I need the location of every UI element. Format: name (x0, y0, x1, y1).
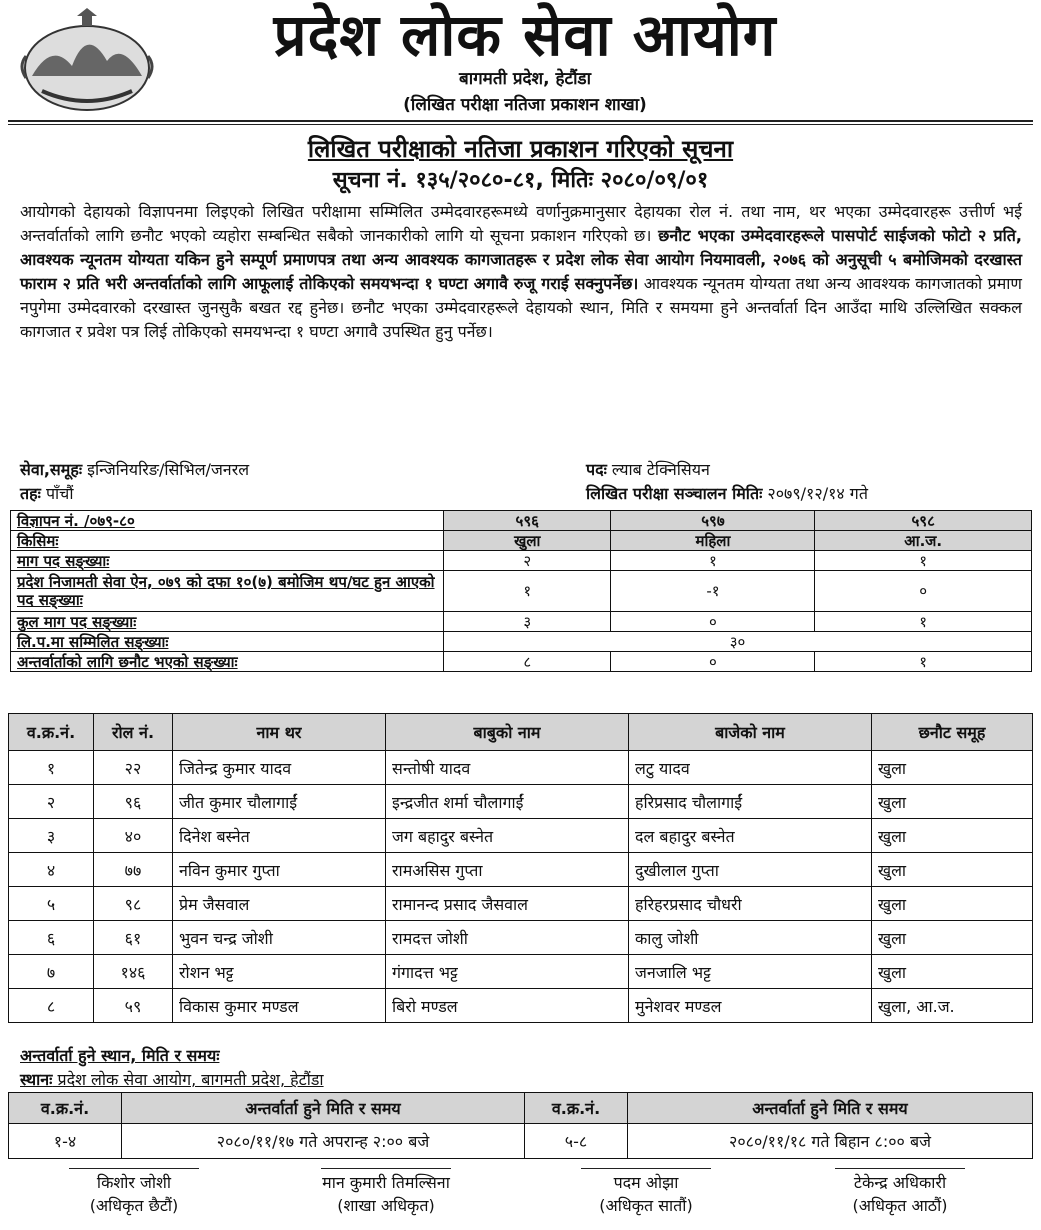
schedule-cell: ५-८ (525, 1124, 628, 1159)
summary-cell: खुला (444, 531, 611, 551)
signatory-title: (अधिकृत सातौं) (599, 1196, 693, 1215)
candidate-cell: ९८ (94, 887, 173, 921)
candidate-row (9, 921, 1033, 955)
signature-block (800, 1168, 1000, 1217)
header-divider-thin (8, 124, 1033, 125)
candidate-cell: दिनेश बस्नेत (173, 819, 386, 853)
service-value: इन्जिनियरिङ/सिभिल/जनरल (82, 460, 250, 479)
commission-emblem-logo (12, 6, 162, 116)
notice-body (20, 200, 1022, 344)
candidate-cell: ४० (94, 819, 173, 853)
candidate-cell: ६१ (94, 921, 173, 955)
candidate-cell: कालु जोशी (629, 921, 872, 955)
interview-schedule-table (8, 1092, 1033, 1159)
candidate-cell: खुला (872, 819, 1033, 853)
summary-cell: १ (815, 652, 1032, 672)
candidates-header-row (9, 714, 1033, 751)
summary-row (11, 531, 1032, 551)
candidate-cell: दुखीलाल गुप्ता (629, 853, 872, 887)
summary-row (11, 511, 1032, 531)
column-header: बाबुको नाम (386, 714, 629, 751)
candidate-row (9, 989, 1033, 1023)
column-header: रोल नं. (94, 714, 173, 751)
post-label: पदः (586, 460, 607, 479)
summary-cell: १ (815, 551, 1032, 571)
candidate-cell: ८ (9, 989, 94, 1023)
level-value: पाँचौं (40, 484, 74, 503)
notice-body-end: आवश्यक न्यूनतम योग्यता तथा अन्य आवश्यक कागजातको प्रमाण नपुगेमा उम्मेदवारको दरखास्त जुनसुकै बखत रद्द हुनेछ। छनौट भएका उम्मेदवारहरूले देहायको स्थान, मिति र समयमा हुने अन्तर्वार्ता दिन आउँदा माथि उल्लिखित सक्कल कागजात र प्रवेश पत्र लिई तोकिएको समयभन्दा १ घण्टा अगावै उपस्थित हुनु पर्नेछ। (20, 274, 1022, 341)
summary-cell: १ (444, 571, 611, 612)
candidate-cell: खुला (872, 853, 1033, 887)
column-header: नाम थर (173, 714, 386, 751)
summary-row (11, 652, 1032, 672)
candidate-cell: ९६ (94, 785, 173, 819)
candidates-body (9, 751, 1033, 1023)
candidate-cell: गंगादत्त भट्ट (386, 955, 629, 989)
summary-row (11, 612, 1032, 632)
candidate-row (9, 955, 1033, 989)
signature-block (546, 1168, 746, 1217)
candidate-cell: रामदत्त जोशी (386, 921, 629, 955)
candidate-row (9, 887, 1033, 921)
summary-label: अन्तर्वार्ताको लागि छनौट भएको सङ्ख्याः (11, 652, 444, 672)
province-subtitle: बागमती प्रदेश, हेटौंडा (459, 69, 591, 89)
candidate-cell: रामानन्द प्रसाद जैसवाल (386, 887, 629, 921)
vacancy-summary-table (10, 510, 1032, 672)
summary-cell: ८ (444, 652, 611, 672)
candidate-cell: दल बहादुर बस्नेत (629, 819, 872, 853)
service-label: सेवा,समूहः (20, 460, 83, 479)
summary-label-text: प्रदेश निजामती सेवा ऐन, ०७९ को दफा १०(७) बमोजिम थप/घट हुन आएको पद सङ्ख्याः (17, 573, 435, 609)
candidate-cell: लटु यादव (629, 751, 872, 785)
summary-cell: ५९८ (815, 511, 1032, 531)
signature-block (286, 1168, 486, 1217)
exam-date-value: २०७९/१२/१४ गते (762, 484, 868, 503)
signatory-name: पदम ओझा (613, 1173, 679, 1192)
signatory-title: (अधिकृत छैटौं) (89, 1196, 179, 1215)
signatory-name: मान कुमारी तिमल्सिना (322, 1173, 450, 1192)
candidate-row (9, 819, 1033, 853)
signatory-title: (शाखा अधिकृत) (337, 1196, 435, 1215)
notice-title: लिखित परीक्षाको नतिजा प्रकाशन गरिएको सूचना (307, 135, 734, 163)
summary-cell: ३ (444, 612, 611, 632)
summary-cell: -१ (611, 571, 815, 612)
summary-row (11, 551, 1032, 571)
level (20, 482, 73, 504)
schedule-cell: १-४ (9, 1124, 122, 1159)
summary-label: माग पद सङ्ख्याः (11, 551, 444, 571)
candidate-cell: विकास कुमार मण्डल (173, 989, 386, 1023)
summary-merged-cell: ३० (444, 632, 1032, 652)
signature-block (34, 1168, 234, 1217)
header-divider (8, 120, 1033, 122)
exam-date (586, 482, 868, 504)
candidate-cell: १४६ (94, 955, 173, 989)
candidate-cell: खुला (872, 921, 1033, 955)
level-label: तहः (20, 484, 41, 503)
summary-label: लि.प.मा सम्मिलित सङ्ख्याः (11, 632, 444, 652)
schedule-row (9, 1124, 1033, 1159)
post-value: ल्याब टेक्निसियन (606, 460, 710, 479)
schedule-header-row (9, 1093, 1033, 1124)
summary-cell: ० (611, 652, 815, 672)
candidate-cell: रामअसिस गुप्ता (386, 853, 629, 887)
summary-label: किसिमः (11, 531, 444, 551)
candidate-cell: जीत कुमार चौलागाईं (173, 785, 386, 819)
signature-line (581, 1168, 711, 1169)
signatory-name: टेकेन्द्र अधिकारी (853, 1173, 947, 1192)
signature-line (835, 1168, 965, 1169)
candidate-cell: ६ (9, 921, 94, 955)
schedule-cell: २०८०/११/१७ गते अपरान्ह २:०० बजे (122, 1124, 525, 1159)
summary-row (11, 632, 1032, 652)
column-header: छनौट समूह (872, 714, 1033, 751)
commission-title: प्रदेश लोक सेवा आयोग (273, 1, 777, 69)
venue-heading: अन्तर्वार्ता हुने स्थान, मिति र समयः (20, 1046, 220, 1065)
notice-body-bold: छनौट भएका उम्मेदवारहरूले पासपोर्ट साईजको फोटो २ प्रति, आवश्यक न्यूनतम योग्यता यकिन हुने सम्पूर्ण प्रमाणपत्र तथा अन्य आवश्यक कागजातहरू र प्रदेश लोक सेवा आयोग नियमावली, २०७६ को अनुसूची ५ बमोजिमको दरखास्त फाराम २ प्रति भरी अन्तर्वार्ताको लागि आफूलाई तोकिएको समयभन्दा १ घण्टा अगावै रुजू गराई सक्नुपर्नेछ। (20, 226, 1022, 293)
notice-body-start: आयोगको देहायको विज्ञापनमा लिइएको लिखित परीक्षामा सम्मिलित उम्मेदवारहरूमध्ये वर्णानुक्रमानुसार देहायका रोल नं. तथा नाम, थर भएका उम्मेदवारहरू उत्तीर्ण भई अन्तर्वार्ताको लागि छनौट भएको व्यहोरा सम्बन्धित सबैको जानकारीको लागि यो सूचना प्रकाशन गरिएको छ। (20, 202, 1022, 245)
candidate-cell: ७७ (94, 853, 173, 887)
summary-cell: १ (611, 551, 815, 571)
candidate-row (9, 751, 1033, 785)
signatory-title: (अधिकृत आठौं) (852, 1196, 948, 1215)
post (586, 458, 710, 480)
candidate-cell: जनजालि भट्ट (629, 955, 872, 989)
candidate-cell: १ (9, 751, 94, 785)
candidate-cell: हरिप्रसाद चौलागाईं (629, 785, 872, 819)
signatory-name: किशोर जोशी (96, 1173, 172, 1192)
venue-value: प्रदेश लोक सेवा आयोग, बागमती प्रदेश, हेटौंडा (52, 1070, 324, 1089)
exam-date-label: लिखित परीक्षा सञ्चालन मितिः (586, 484, 763, 503)
summary-cell: ५९६ (444, 511, 611, 531)
summary-cell: महिला (611, 531, 815, 551)
column-header: व.क्र.नं. (9, 1093, 122, 1124)
candidate-cell: खुला (872, 955, 1033, 989)
candidate-row (9, 853, 1033, 887)
candidate-cell: ५९ (94, 989, 173, 1023)
venue-label: स्थानः (20, 1070, 53, 1089)
candidate-cell: भुवन चन्द्र जोशी (173, 921, 386, 955)
candidate-cell: जितेन्द्र कुमार यादव (173, 751, 386, 785)
candidate-cell: ७ (9, 955, 94, 989)
candidate-cell: खुला (872, 785, 1033, 819)
summary-label: विज्ञापन नं. /०७९-८० (11, 511, 444, 531)
candidate-cell: प्रेम जैसवाल (173, 887, 386, 921)
candidate-cell: हरिहरप्रसाद चौधरी (629, 887, 872, 921)
summary-cell: १ (815, 612, 1032, 632)
selected-candidates-table (8, 713, 1033, 1023)
schedule-cell: २०८०/११/१८ गते बिहान ८:०० बजे (628, 1124, 1033, 1159)
candidate-cell: ३ (9, 819, 94, 853)
candidate-cell: ४ (9, 853, 94, 887)
summary-cell: २ (444, 551, 611, 571)
candidate-cell: मुनेशवर मण्डल (629, 989, 872, 1023)
signature-line (321, 1168, 451, 1169)
candidate-cell: खुला, आ.ज. (872, 989, 1033, 1023)
candidate-cell: रोशन भट्ट (173, 955, 386, 989)
candidate-cell: खुला (872, 751, 1033, 785)
summary-label: कुल माग पद सङ्ख्याः (11, 612, 444, 632)
candidate-row (9, 785, 1033, 819)
candidate-cell: जग बहादुर बस्नेत (386, 819, 629, 853)
candidate-cell: नविन कुमार गुप्ता (173, 853, 386, 887)
candidate-cell: २२ (94, 751, 173, 785)
column-header: बाजेको नाम (629, 714, 872, 751)
column-header: अन्तर्वार्ता हुने मिति र समय (122, 1093, 525, 1124)
summary-label (11, 571, 444, 612)
summary-cell: आ.ज. (815, 531, 1032, 551)
service-group (20, 458, 249, 480)
notice-number: सूचना नं. १३५/२०८०-८१, मितिः २०८०/०९/०१ (332, 168, 709, 193)
summary-cell: ५९७ (611, 511, 815, 531)
summary-cell: ० (815, 571, 1032, 612)
column-header: व.क्र.नं. (9, 714, 94, 751)
candidate-cell: ५ (9, 887, 94, 921)
signature-line (69, 1168, 199, 1169)
column-header: व.क्र.नं. (525, 1093, 628, 1124)
candidate-cell: बिरो मण्डल (386, 989, 629, 1023)
candidate-cell: २ (9, 785, 94, 819)
summary-cell: ० (611, 612, 815, 632)
summary-row (11, 571, 1032, 612)
section-subtitle: (लिखित परीक्षा नतिजा प्रकाशन शाखा) (403, 95, 647, 115)
candidate-cell: इन्द्रजीत शर्मा चौलागाईं (386, 785, 629, 819)
column-header: अन्तर्वार्ता हुने मिति र समय (628, 1093, 1033, 1124)
venue-line (20, 1068, 324, 1090)
candidate-cell: खुला (872, 887, 1033, 921)
candidate-cell: सन्तोषी यादव (386, 751, 629, 785)
